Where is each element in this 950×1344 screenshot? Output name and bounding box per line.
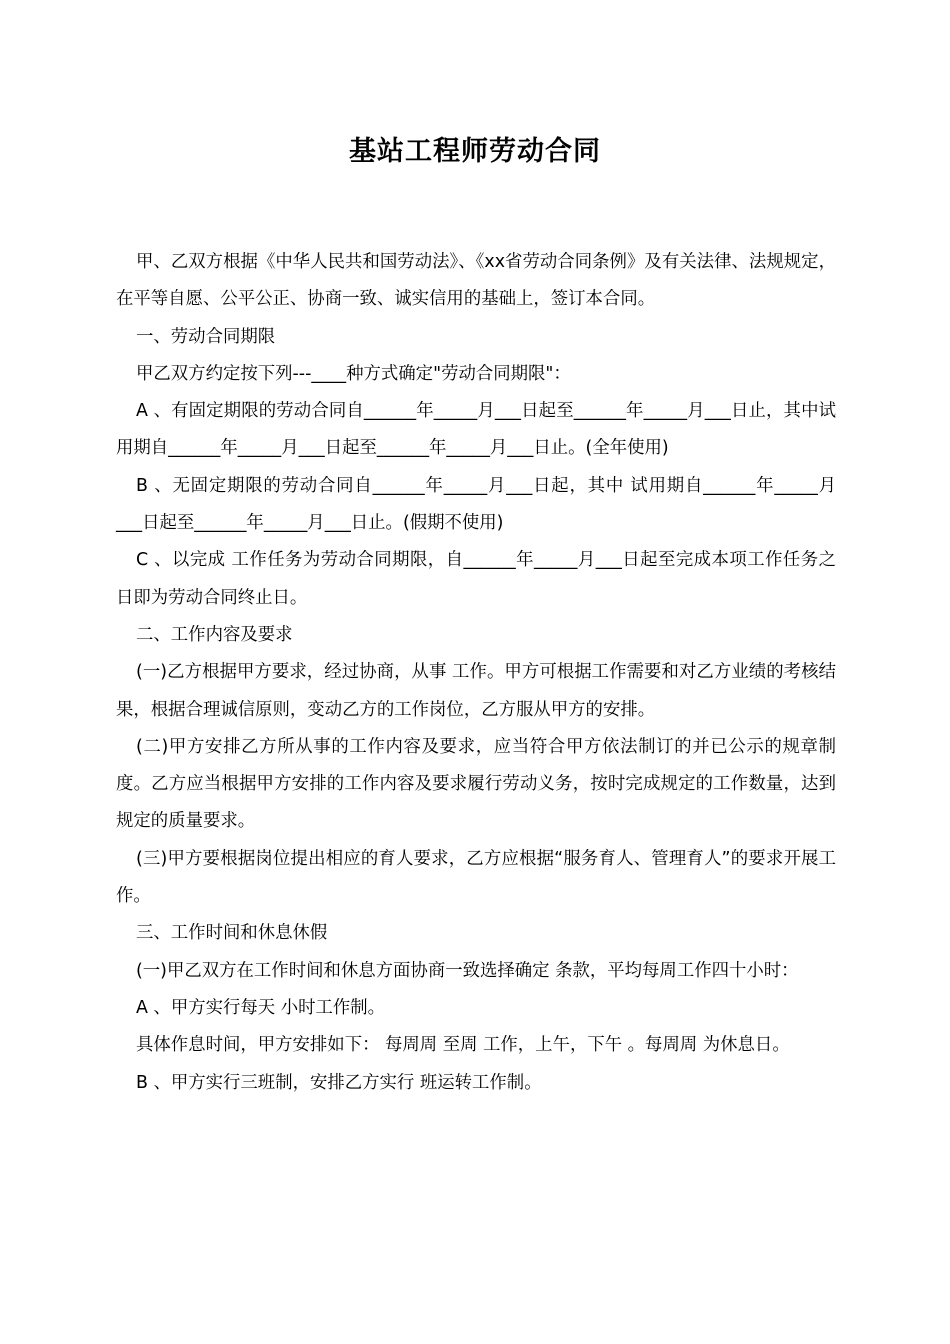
paragraph-work-content-3: (三)甲方要根据岗位提出相应的育人要求，乙方应根据“服务育人、管理育人”的要求开展工作。 [116, 848, 836, 907]
section-heading-working-hours: 三、工作时间和休息休假 [136, 923, 328, 944]
paragraph-term-option-b: B 、无固定期限的劳动合同自______年_____月___日起，其中 试用期自______年_____月___日起至______年_____月___日止。(假期不使用) [116, 475, 836, 534]
paragraph-work-content-1: (一)乙方根据甲方要求，经过协商，从事 工作。甲方可根据工作需要和对乙方业绩的考核结果，根据合理诚信原则，变动乙方的工作岗位，乙方服从甲方的安排。 [116, 662, 836, 720]
paragraph-term-method: 甲乙双方约定按下列---____种方式确定"劳动合同期限"： [136, 363, 571, 384]
paragraph-term-option-a: A 、有固定期限的劳动合同自______年_____月___日起至______年_____月___日止，其中试用期自______年_____月___日起至______年_____月___日止。(全年使用) [116, 401, 836, 459]
paragraph-hours-1: (一)甲乙双方在工作时间和休息方面协商一致选择确定 条款，平均每周工作四十小时： [136, 960, 799, 981]
section-heading-work-content: 二、工作内容及要求 [136, 624, 293, 645]
section-heading-contract-term: 一、劳动合同期限 [136, 326, 276, 347]
paragraph-hours-schedule: 具体作息时间，甲方安排如下： 每周周 至周 工作，上午，下午 。每周周 为休息日。 [136, 1035, 790, 1056]
paragraph-term-option-c: C 、以完成 工作任务为劳动合同期限，自______年_____月___日起至完成本项工作任务之日即为劳动合同终止日。 [116, 550, 836, 608]
paragraph-work-content-2: (二)甲方安排乙方所从事的工作内容及要求，应当符合甲方依法制订的并已公示的规章制度。乙方应当根据甲方安排的工作内容及要求履行劳动义务，按时完成规定的工作数量，达到规定的质量要求。 [116, 736, 836, 832]
paragraph-preamble: 甲、乙双方根据《中华人民共和国劳动法》、《xx省劳动合同条例》及有关法律、法规规定，在平等自愿、公平公正、协商一致、诚实信用的基础上，签订本合同。 [116, 252, 836, 310]
paragraph-hours-option-b: B 、甲方实行三班制，安排乙方实行 班运转工作制。 [136, 1072, 542, 1093]
paragraph-hours-option-a: A 、甲方实行每天 小时工作制。 [136, 997, 386, 1018]
document-title: 基站工程师劳动合同 [349, 136, 601, 167]
document-body [116, 244, 836, 1102]
